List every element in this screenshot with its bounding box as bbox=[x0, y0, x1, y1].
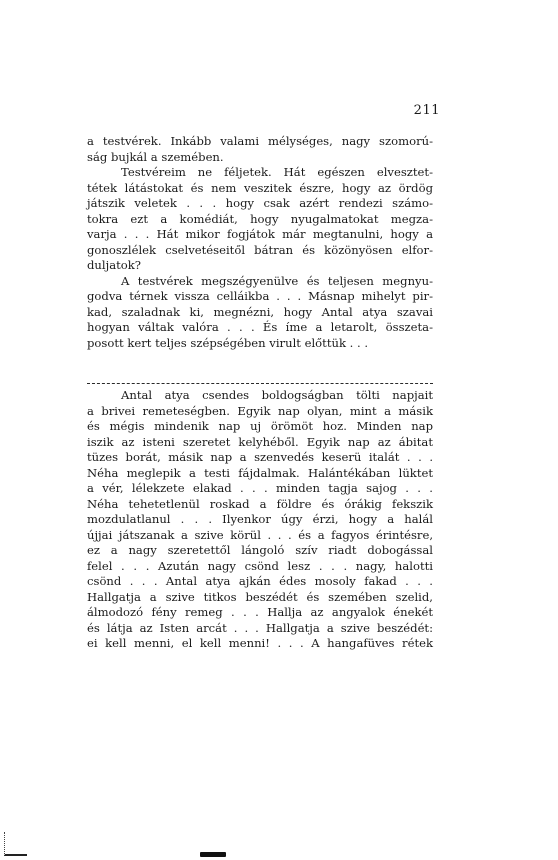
text-line: duljatok? bbox=[87, 258, 141, 272]
text-line: tokra ezt a komédiát, hogy nyugalmatokat megza- bbox=[87, 211, 433, 226]
text-line: Néha meglepik a testi fájdalmak. Halántékában lüktet bbox=[87, 465, 433, 480]
text-line: felel . . . Azután nagy csönd lesz . . . nagy, halotti bbox=[87, 558, 433, 573]
text-line: gonoszlélek cselvetéseitől bátran és közönyösen elfor- bbox=[87, 242, 433, 257]
text-line: tétek látástokat és nem veszitek észre, hogy az ördög bbox=[87, 180, 433, 195]
scan-artifact-mark bbox=[200, 852, 226, 857]
text-line: csönd . . . Antal atya ajkán édes mosoly fakad . . . bbox=[87, 574, 433, 588]
text-line: a vér, lélekzete elakad . . . minden tagja sajog . . . bbox=[87, 481, 433, 495]
text-line: ez a nagy szeretettől lángoló szív riadt dobogással bbox=[87, 543, 433, 557]
text-line: a testvérek. Inkább valami mélységes, nagy szomorú- bbox=[87, 134, 433, 148]
text-line: hogyan váltak valóra . . . És íme a letarolt, összeta- bbox=[87, 320, 433, 334]
text-line: A testvérek megszégyenülve és teljesen megnyu- bbox=[121, 273, 433, 288]
text-line: godva térnek vissza celláikba . . . Másnap mihelyt pir- bbox=[87, 289, 433, 303]
text-line: ei kell menni, el kell menni! . . . A hangafüves rétek bbox=[87, 636, 433, 650]
text-line: ság bujkál a szemében. bbox=[87, 149, 224, 164]
text-line: és mégis mindenik nap uj örömöt hoz. Minden nap bbox=[87, 419, 433, 433]
text-line: tüzes borát, másik nap a szenvedés keserü italát . . . bbox=[87, 450, 433, 464]
text-line: Néha tehetetlenül roskad a földre és órákig fekszik bbox=[87, 496, 433, 511]
text-line: Testvéreim ne féljetek. Hát egészen elvesztet- bbox=[121, 165, 433, 179]
text-line: álmodozó fény remeg . . . Hallja az angyalok énekét bbox=[87, 605, 433, 619]
text-line: mozdulatlanul . . . Ilyenkor úgy érzi, hogy a halál bbox=[87, 512, 433, 526]
text-line: posott kert teljes szépségében virult előttük . . . bbox=[87, 335, 369, 350]
text-line: játszik veletek . . . hogy csak azért rendezi számo- bbox=[87, 196, 433, 210]
text-line: Hallgatja a szive titkos beszédét és szemében szelid, bbox=[87, 589, 433, 604]
text-line: Antal atya csendes boldogságban tölti napjait bbox=[121, 388, 433, 402]
section-separator bbox=[87, 383, 433, 386]
text-line: iszik az isteni szeretet kelyhéből. Egyik nap az ábitat bbox=[87, 434, 433, 449]
paragraph-block-1 bbox=[87, 134, 433, 351]
paragraph-block-2 bbox=[87, 388, 433, 652]
page-number: 211 bbox=[413, 103, 440, 118]
text-line: varja . . . Hát mikor fogjátok már megtanulni, hogy a bbox=[87, 227, 433, 241]
text-line: és látja az Isten arcát . . . Hallgatja a szive beszédét: bbox=[87, 620, 433, 635]
text-line: kad, szaladnak ki, megnézni, hogy Antal atya szavai bbox=[87, 304, 433, 319]
scan-artifact-mark bbox=[4, 832, 27, 856]
text-line: a brivei remeteségben. Egyik nap olyan, mint a másik bbox=[87, 403, 433, 418]
text-line: újjai játszanak a szive körül . . . és a fagyos érintésre, bbox=[87, 527, 433, 542]
